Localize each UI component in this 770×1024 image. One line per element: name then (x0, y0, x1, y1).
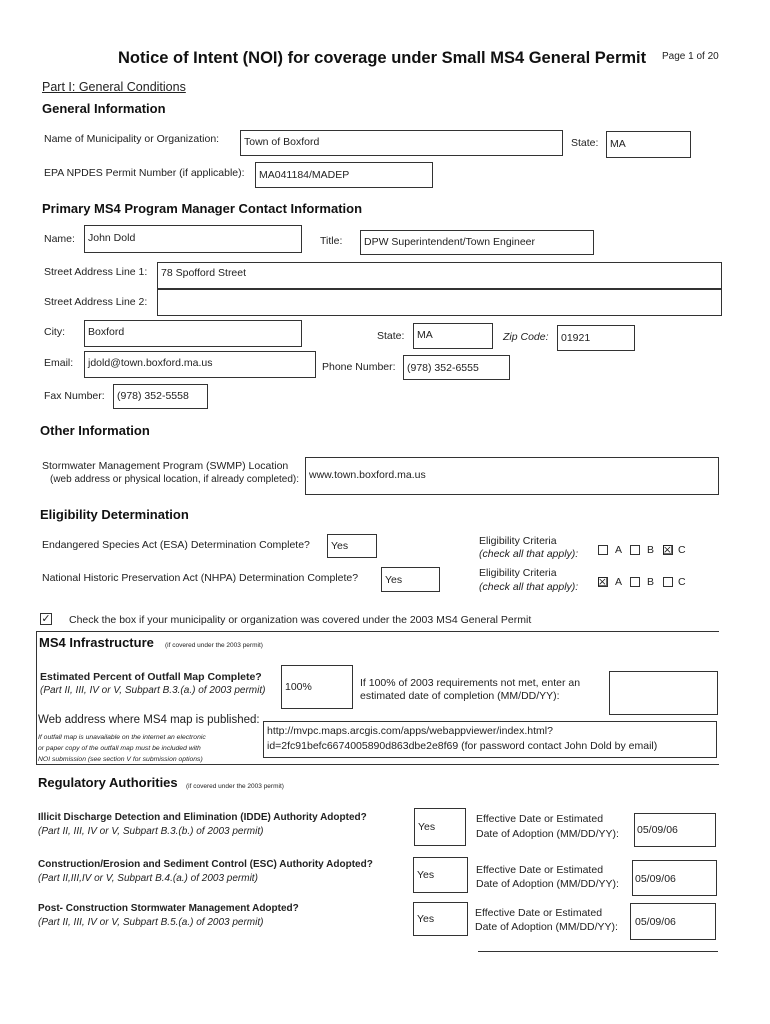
footer-rule (478, 951, 718, 952)
esc-label: Construction/Erosion and Sediment Control (ESC) Authority Adopted? (38, 859, 373, 870)
fax-label: Fax Number: (44, 390, 105, 402)
fax-field[interactable] (113, 384, 208, 409)
npdes-label: EPA NPDES Permit Number (if applicable): (44, 167, 245, 179)
part-heading: Part I: General Conditions (42, 80, 186, 94)
esa-checkbox-c[interactable] (663, 545, 673, 555)
street2-field[interactable] (157, 289, 722, 316)
city-value: Boxford (88, 326, 125, 338)
nhpa-option-a-label: A (615, 576, 623, 588)
esa-option-b-label: B (647, 544, 655, 556)
fax-value: (978) 352-5558 (117, 390, 189, 402)
contact-state-label: State: (377, 330, 405, 342)
eligibility-heading: Eligibility Determination (40, 507, 189, 522)
web-map-note-1: If outfall map is unavailable on the internet an electronic (38, 734, 206, 741)
idde-label: Illicit Discharge Detection and Elimination (IDDE) Authority Adopted? (38, 812, 367, 823)
esa-criteria-label: Eligibility Criteria (479, 535, 557, 547)
regulatory-note: (if covered under the 2003 permit) (186, 783, 284, 790)
esa-field[interactable] (327, 534, 377, 558)
completion-date-field[interactable] (609, 671, 718, 715)
state-label: State: (571, 137, 599, 149)
email-value: jdold@town.boxford.ma.us (88, 357, 213, 369)
idde-ref: (Part II, III, IV or V, Subpart B.3.(b.) of 2003 permit) (38, 826, 264, 837)
nhpa-check-mark: ☒ (597, 575, 608, 589)
infrastructure-note: (if covered under the 2003 permit) (165, 642, 263, 649)
municipality-value: Town of Boxford (244, 136, 320, 148)
idde-date-label: Effective Date or Estimated (476, 813, 604, 825)
nhpa-value: Yes (385, 574, 403, 586)
esc-ref: (Part II,III,IV or V, Subpart B.4.(a.) of 2003 permit) (38, 873, 258, 884)
outfall-ref: (Part II, III, IV or V, Subpart B.3.(a.) of 2003 permit) (40, 685, 266, 696)
phone-label: Phone Number: (322, 361, 396, 373)
regulatory-heading: Regulatory Authorities (38, 775, 178, 790)
contact-state-field[interactable] (413, 323, 493, 349)
esc-date-label: Effective Date or Estimated (476, 864, 604, 876)
general-info-heading: General Information (42, 101, 166, 116)
page-number: Page 1 of 20 (662, 51, 719, 62)
nhpa-option-c-label: C (678, 576, 686, 588)
post-construction-date-value: 05/09/06 (635, 916, 676, 928)
completion-label: If 100% of 2003 requirements not met, enter an (360, 677, 581, 689)
nhpa-checkbox-b[interactable] (630, 577, 640, 587)
state-field[interactable] (606, 131, 691, 158)
nhpa-checkbox-c[interactable] (663, 577, 673, 587)
esa-check-mark: ☒ (662, 543, 673, 557)
section-rule-left (36, 631, 37, 764)
web-map-label: Web address where MS4 map is published: (38, 714, 260, 726)
email-label: Email: (44, 357, 74, 369)
web-map-value-1: http://mvpc.maps.arcgis.com/apps/webappviewer/index.html? (267, 725, 553, 737)
section-rule-top (36, 631, 719, 632)
name-value: John Dold (88, 232, 136, 244)
municipality-field[interactable] (240, 130, 563, 156)
city-field[interactable] (84, 320, 302, 347)
covered-2003-check-mark: ✓ (41, 613, 51, 625)
outfall-field[interactable] (281, 665, 353, 709)
street1-value: 78 Spofford Street (161, 267, 247, 279)
web-map-field[interactable] (263, 721, 717, 758)
swmp-sublabel: (web address or physical location, if already completed): (50, 474, 300, 485)
esa-checkbox-b[interactable] (630, 545, 640, 555)
covered-2003-checkbox[interactable] (40, 613, 52, 625)
esc-date-sublabel: Date of Adoption (MM/DD/YY): (476, 878, 619, 890)
infrastructure-heading: MS4 Infrastructure (39, 635, 154, 650)
idde-date-sublabel: Date of Adoption (MM/DD/YY): (476, 828, 619, 840)
title-label: Title: (320, 235, 343, 247)
street2-label: Street Address Line 2: (44, 296, 148, 308)
esa-value: Yes (331, 540, 349, 552)
web-map-note-3: NOI submission (see section V for submission options) (38, 756, 203, 763)
covered-2003-label: Check the box if your municipality or organization was covered under the 2003 MS4 General Permit (69, 614, 532, 626)
state-value: MA (610, 138, 626, 150)
swmp-value: www.town.boxford.ma.us (309, 469, 426, 481)
esa-checkbox-a[interactable] (598, 545, 608, 555)
esc-field[interactable] (413, 857, 468, 893)
contact-heading: Primary MS4 Program Manager Contact Information (42, 201, 363, 216)
idde-date-field[interactable] (634, 813, 716, 847)
nhpa-checkbox-a[interactable] (598, 577, 608, 587)
municipality-label: Name of Municipality or Organization: (44, 133, 220, 145)
esc-date-field[interactable] (632, 860, 717, 896)
phone-field[interactable] (403, 355, 510, 380)
nhpa-option-b-label: B (647, 576, 655, 588)
outfall-value: 100% (285, 681, 312, 693)
web-map-value-2: id=2fc91befc6674005890d863dbe2e8f69 (for password contact John Dold by email) (267, 740, 658, 752)
post-construction-ref: (Part II, III, IV or V, Subpart B.5.(a.) of 2003 permit) (38, 917, 264, 928)
name-label: Name: (44, 233, 75, 245)
title-field[interactable] (360, 230, 594, 255)
street1-field[interactable] (157, 262, 722, 289)
document-title: Notice of Intent (NOI) for coverage under Small MS4 General Permit (118, 49, 647, 67)
swmp-field[interactable] (305, 457, 719, 495)
esc-date-value: 05/09/06 (635, 873, 676, 885)
post-construction-date-field[interactable] (630, 903, 716, 940)
esa-label: Endangered Species Act (ESA) Determination Complete? (42, 539, 310, 551)
zip-field[interactable] (557, 325, 635, 351)
esa-criteria-sublabel: (check all that apply): (479, 548, 579, 560)
esa-option-a-label: A (615, 544, 623, 556)
section-rule-bottom (36, 764, 719, 765)
nhpa-label: National Historic Preservation Act (NHPA) Determination Complete? (42, 572, 359, 584)
npdes-field[interactable] (255, 162, 433, 188)
idde-date-value: 05/09/06 (637, 824, 678, 836)
nhpa-criteria-label: Eligibility Criteria (479, 567, 557, 579)
zip-value: 01921 (561, 332, 591, 344)
street1-label: Street Address Line 1: (44, 266, 148, 278)
post-construction-value: Yes (417, 913, 435, 925)
idde-value: Yes (418, 821, 436, 833)
web-map-note-2: or paper copy of the outfall map must be included with (38, 745, 201, 752)
swmp-label: Stormwater Management Program (SWMP) Location (42, 460, 289, 472)
post-construction-label: Post- Construction Stormwater Management Adopted? (38, 903, 299, 914)
title-value: DPW Superintendent/Town Engineer (364, 236, 536, 248)
nhpa-criteria-sublabel: (check all that apply): (479, 581, 579, 593)
email-field[interactable] (84, 351, 316, 378)
phone-value: (978) 352-6555 (407, 362, 479, 374)
other-info-heading: Other Information (40, 423, 150, 438)
nhpa-field[interactable] (381, 567, 440, 592)
zip-label: Zip Code: (503, 331, 549, 343)
post-construction-date-sublabel: Date of Adoption (MM/DD/YY): (475, 921, 618, 933)
name-field[interactable] (84, 225, 302, 253)
post-construction-date-label: Effective Date or Estimated (475, 907, 603, 919)
post-construction-field[interactable] (413, 902, 468, 936)
completion-sublabel: estimated date of completion (MM/DD/YY): (360, 690, 560, 702)
esa-option-c-label: C (678, 544, 686, 556)
outfall-label: Estimated Percent of Outfall Map Complete? (40, 671, 262, 683)
esc-value: Yes (417, 869, 435, 881)
idde-field[interactable] (414, 808, 466, 846)
npdes-value: MA041184/MADEP (259, 169, 350, 181)
city-label: City: (44, 326, 65, 338)
contact-state-value: MA (417, 329, 433, 341)
